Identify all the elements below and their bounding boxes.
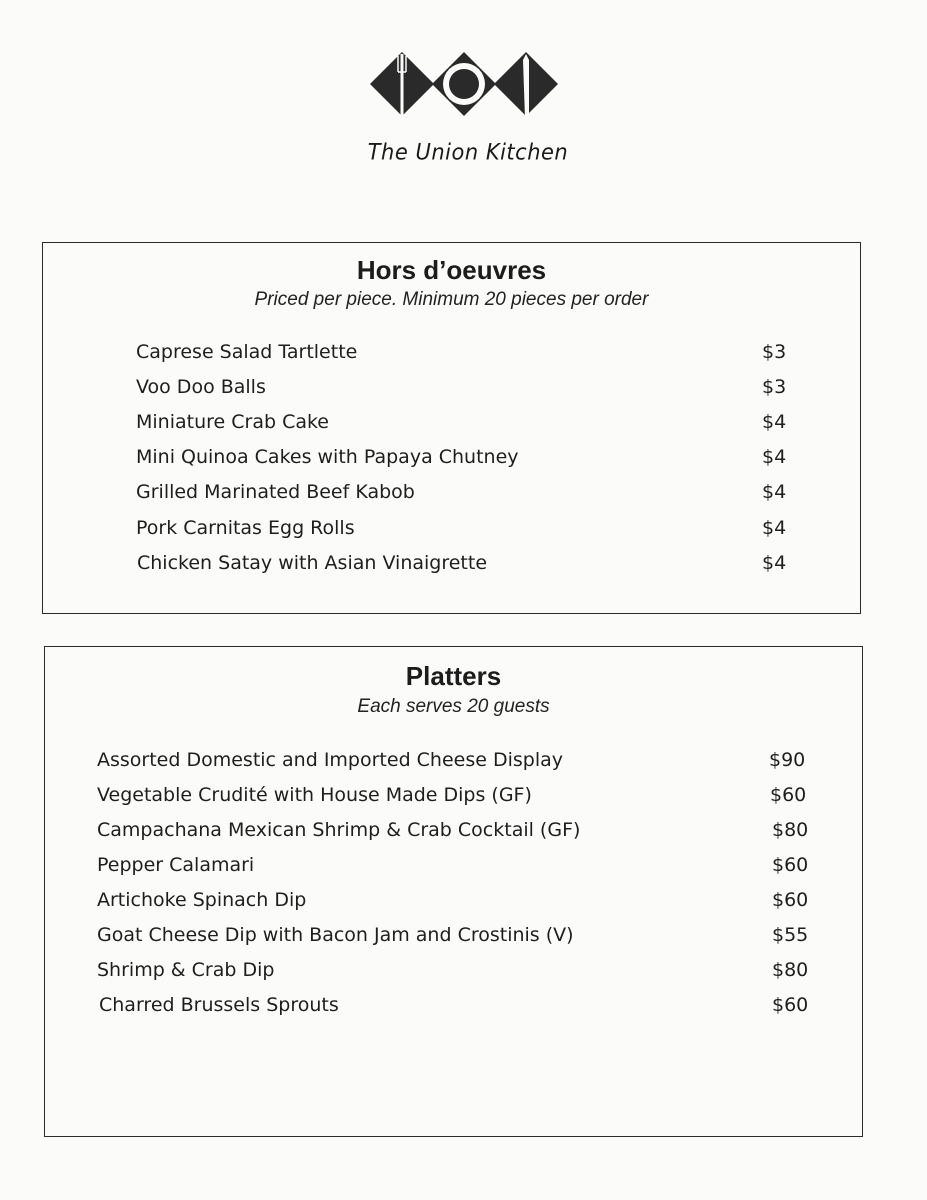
item-price: $60 — [772, 854, 809, 876]
item-price: $4 — [762, 446, 787, 468]
menu-item — [97, 959, 817, 989]
item-name: Grilled Marinated Beef Kabob — [136, 481, 415, 503]
logo — [0, 0, 927, 200]
item-price: $60 — [772, 889, 809, 911]
item-name: Mini Quinoa Cakes with Papaya Chutney — [136, 446, 519, 468]
menu-item — [136, 481, 796, 511]
item-name: Pork Carnitas Egg Rolls — [136, 517, 355, 539]
item-price: $3 — [762, 341, 787, 363]
item-price: $3 — [762, 376, 787, 398]
menu-item — [137, 552, 797, 582]
item-price: $4 — [762, 411, 787, 433]
section-title: Hors d’oeuvres — [356, 255, 547, 285]
item-price: $4 — [762, 517, 787, 539]
item-name: Campachana Mexican Shrimp & Crab Cocktail (GF) — [97, 819, 581, 841]
item-name: Caprese Salad Tartlette — [136, 341, 358, 363]
menu-item — [136, 341, 796, 371]
item-name: Vegetable Crudité with House Made Dips (GF) — [97, 784, 532, 806]
menu-item — [97, 924, 817, 954]
item-name: Charred Brussels Sprouts — [99, 994, 339, 1016]
menu-item — [136, 446, 796, 476]
item-name: Miniature Crab Cake — [136, 411, 329, 433]
item-price: $90 — [769, 749, 806, 771]
menu-item — [97, 889, 817, 919]
item-price: $60 — [770, 784, 807, 806]
section-subtitle: Each serves 20 guests — [357, 696, 550, 717]
item-price: $4 — [762, 481, 787, 503]
item-name: Chicken Satay with Asian Vinaigrette — [137, 552, 488, 574]
item-name: Goat Cheese Dip with Bacon Jam and Crostinis (V) — [97, 924, 574, 946]
item-name: Pepper Calamari — [97, 854, 255, 876]
item-price: $80 — [772, 819, 809, 841]
menu-item — [97, 749, 817, 779]
menu-item — [136, 517, 796, 547]
menu-item — [97, 819, 817, 849]
menu-item — [99, 994, 819, 1024]
item-name: Shrimp & Crab Dip — [97, 959, 275, 981]
menu-item — [136, 411, 796, 441]
menu-item — [136, 376, 796, 406]
item-price: $60 — [772, 994, 809, 1016]
platters-section — [44, 646, 863, 1137]
item-price: $55 — [772, 924, 809, 946]
item-name: Voo Doo Balls — [136, 376, 266, 398]
item-name: Assorted Domestic and Imported Cheese Display — [97, 749, 564, 771]
section-title: Platters — [405, 661, 502, 691]
hors-doeuvres-section — [42, 242, 861, 614]
union-kitchen-logo-icon — [0, 0, 927, 140]
menu-item — [97, 784, 817, 814]
brand-name: The Union Kitchen — [367, 139, 569, 165]
item-name: Artichoke Spinach Dip — [97, 889, 307, 911]
section-subtitle: Priced per piece. Minimum 20 pieces per order — [254, 289, 649, 310]
menu-item — [97, 854, 817, 884]
item-price: $4 — [762, 552, 787, 574]
item-price: $80 — [772, 959, 809, 981]
